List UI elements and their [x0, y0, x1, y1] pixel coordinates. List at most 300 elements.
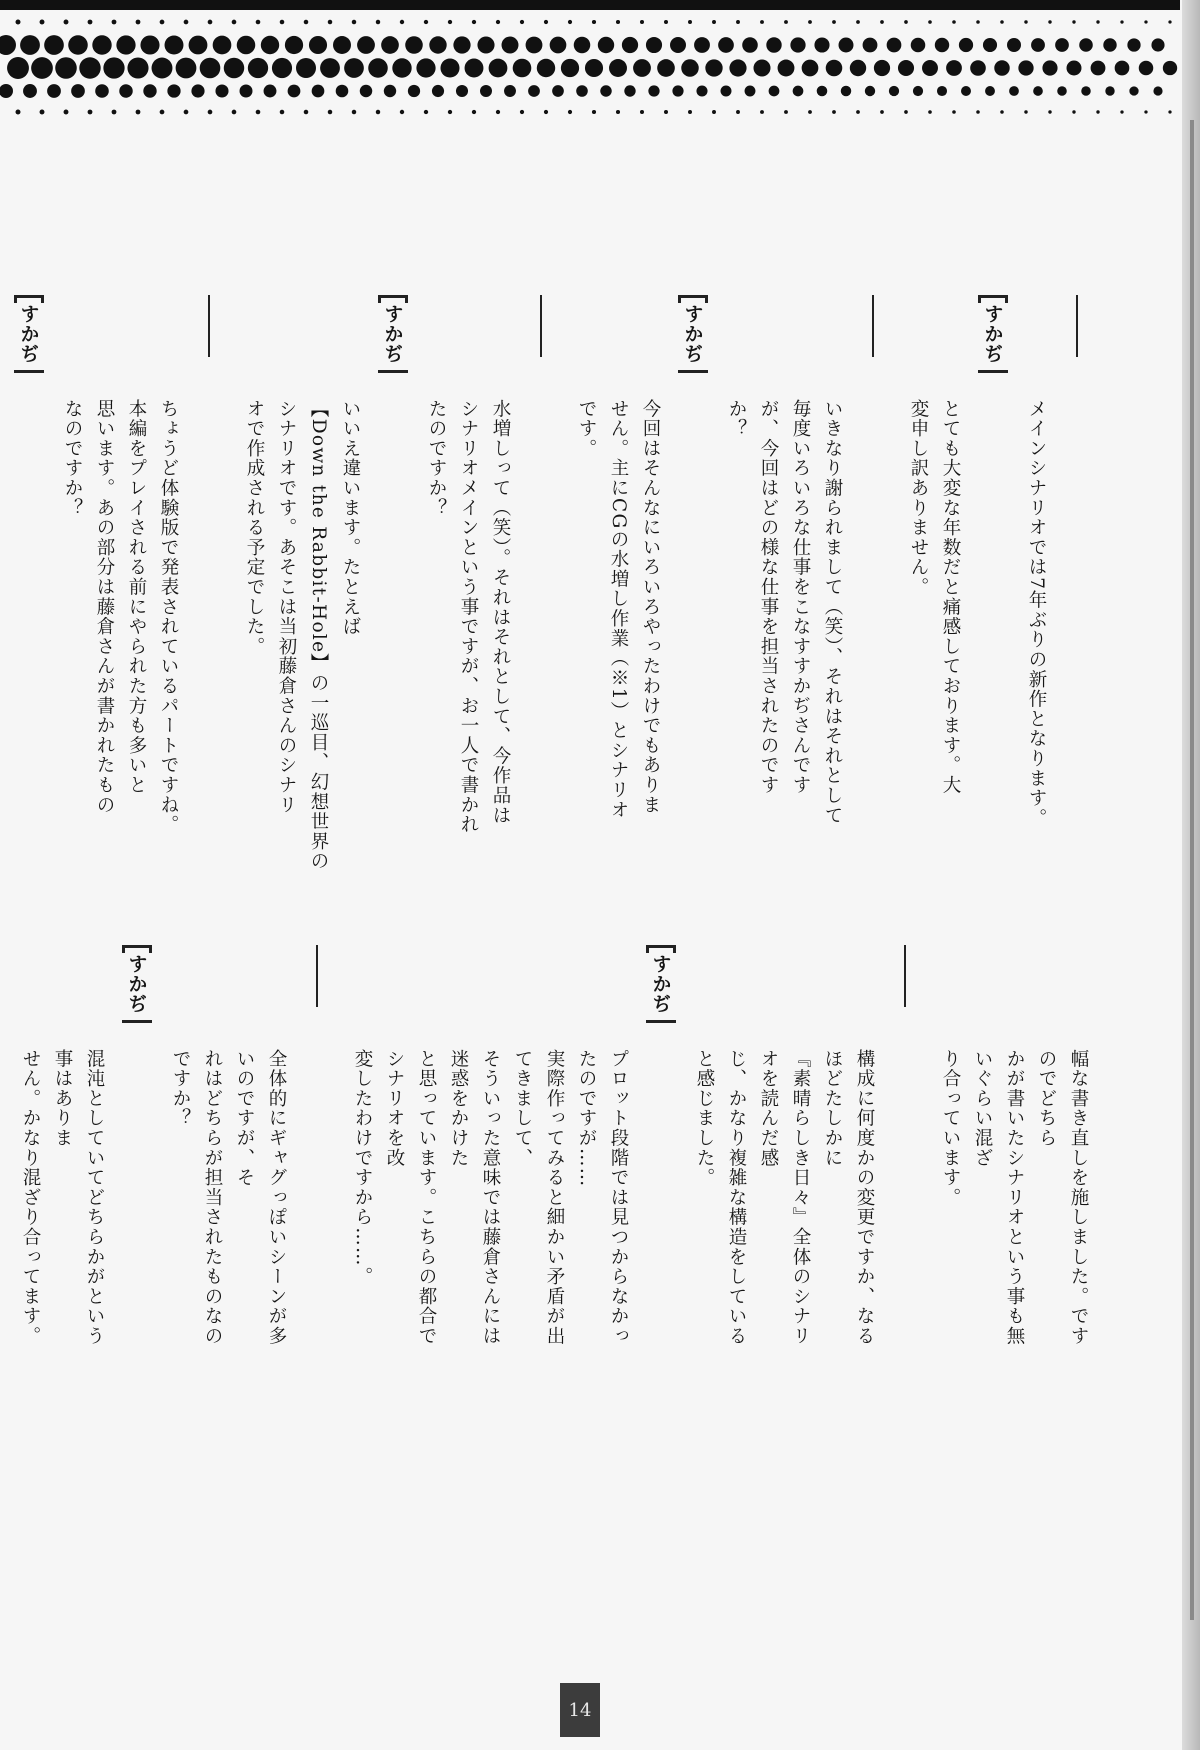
halftone-dot: [802, 60, 819, 77]
halftone-dot: [376, 20, 380, 24]
dash-mark: [316, 945, 318, 1007]
speaker-name: すかぢ: [649, 954, 672, 1014]
halftone-dot: [261, 36, 279, 54]
halftone-dot: [408, 85, 420, 97]
halftone-dot: [68, 35, 88, 55]
halftone-dot: [1033, 86, 1043, 96]
halftone-dot: [1096, 20, 1099, 23]
halftone-dot: [44, 35, 64, 55]
halftone-dot: [904, 110, 908, 114]
halftone-dot: [1151, 38, 1164, 51]
dialogue-block: [50, 295, 232, 905]
upper-tier: [17, 295, 1100, 905]
halftone-dot: [453, 36, 470, 53]
halftone-dot: [646, 37, 662, 53]
halftone-dot: [544, 110, 548, 114]
text-line: 本編をプレイされる前にやられた方も多いと: [126, 399, 147, 795]
halftone-dot: [745, 86, 756, 97]
text-line: 『素晴らしき日々』全体のシナリオを読んだ感: [758, 1049, 811, 1346]
speaker-tag: [14, 295, 44, 905]
halftone-dot: [1018, 60, 1033, 75]
halftone-dot: [640, 20, 644, 24]
halftone-dot: [496, 20, 500, 24]
halftone-dot: [304, 20, 309, 25]
text-line: とても大変な年数だと痛感しております。大: [940, 399, 961, 795]
halftone-dot: [648, 85, 659, 96]
halftone-dot: [160, 20, 165, 25]
halftone-dot: [937, 86, 947, 96]
halftone-dot: [712, 20, 716, 24]
speaker-tag: [978, 295, 1008, 905]
halftone-dot: [472, 20, 476, 24]
halftone-dot: [1103, 38, 1116, 51]
text-line: 構成に何度かの変更ですか、なるほどたしかに: [822, 1049, 875, 1346]
halftone-dot: [760, 20, 764, 24]
dialogue-text: [346, 945, 634, 1365]
halftone-dot: [160, 110, 165, 115]
halftone-dot: [970, 60, 986, 76]
halftone-dot: [952, 20, 956, 24]
halftone-dot: [165, 36, 184, 55]
halftone-dot: [814, 37, 829, 52]
text-line: 思います。あの部分は藤倉さんが書かれたもの: [94, 399, 115, 815]
halftone-dot: [1057, 86, 1067, 96]
halftone-dot: [448, 20, 452, 24]
text-line: せん。かなり混ざり合ってます。: [20, 1049, 41, 1346]
halftone-dot: [280, 110, 285, 115]
halftone-dot: [119, 84, 132, 97]
halftone-dot: [55, 57, 77, 79]
halftone-dot: [946, 60, 962, 76]
halftone-dot: [928, 110, 932, 114]
halftone-dot: [264, 85, 277, 98]
halftone-dot: [880, 20, 884, 24]
interviewer-dash: [196, 295, 226, 905]
halftone-dot: [64, 110, 69, 115]
speaker-tag: [122, 945, 152, 1365]
text-line: メインシナリオでは7年ぶりの新作となります。: [1026, 399, 1047, 828]
text-line: と思っています。こちらの都合でシナリオを改: [384, 1049, 437, 1346]
dash-mark: [208, 295, 210, 357]
halftone-dot: [1079, 38, 1093, 52]
halftone-dot: [176, 58, 197, 79]
text-line: 今回はそんなにいろいろやったわけでもありま: [640, 399, 661, 815]
halftone-dot: [1168, 20, 1171, 23]
text-line: 【Down the Rabbit-Hole】の一巡目、幻想世界の: [308, 399, 329, 872]
speaker-bracket: [646, 945, 676, 1023]
halftone-dot: [1000, 20, 1004, 24]
halftone-dot: [863, 38, 878, 53]
halftone-dot: [670, 37, 686, 53]
halftone-dot: [922, 60, 938, 76]
halftone-dot: [381, 36, 399, 54]
dialogue-text: [238, 295, 366, 905]
halftone-dot: [1105, 86, 1114, 95]
halftone-dot: [887, 38, 902, 53]
halftone-dot: [1127, 38, 1140, 51]
halftone-dot: [672, 85, 683, 96]
halftone-dot: [213, 36, 232, 55]
halftone-dot: [296, 58, 316, 78]
speaker-name: すかぢ: [17, 304, 40, 364]
halftone-dot: [112, 20, 117, 25]
halftone-dot: [1163, 61, 1177, 75]
speaker-name: すかぢ: [125, 954, 148, 1014]
text-line: シナリオメインという事ですが、お一人で書かれ: [458, 399, 479, 835]
halftone-dot: [384, 85, 396, 97]
halftone-dot: [874, 60, 890, 76]
halftone-dot: [116, 35, 135, 54]
halftone-dot: [224, 58, 244, 78]
halftone-dot: [742, 37, 758, 53]
halftone-dot: [769, 86, 780, 97]
text-line: [0, 399, 2, 905]
halftone-dot: [513, 59, 532, 78]
halftone-dot: [1007, 38, 1021, 52]
halftone-dot: [47, 84, 61, 98]
halftone-dot: [88, 20, 93, 25]
dash-mark: [1076, 295, 1078, 357]
halftone-dot: [496, 110, 500, 114]
halftone-dot: [778, 60, 795, 77]
speaker-name: すかぢ: [681, 304, 704, 364]
halftone-dot: [790, 37, 805, 52]
halftone-dot: [1168, 110, 1171, 113]
halftone-dot: [1009, 86, 1019, 96]
halftone-dot: [88, 110, 93, 115]
dialogue-text: [570, 295, 666, 905]
halftone-dot-header: [0, 0, 1180, 125]
halftone-dot: [766, 37, 781, 52]
halftone-dot: [288, 85, 301, 98]
halftone-dot: [1055, 38, 1069, 52]
halftone-dot: [568, 110, 572, 114]
halftone-dot: [184, 20, 189, 25]
dialogue-block: [928, 945, 1100, 1365]
halftone-dot: [405, 36, 423, 54]
halftone-dot: [952, 110, 956, 114]
text-line: 水増しって（笑）。それはそれとして、今作品は: [490, 399, 511, 826]
interviewer-dash: [304, 945, 334, 1365]
halftone-dot: [856, 110, 860, 114]
halftone-dot: [616, 110, 620, 114]
halftone-dot: [92, 35, 111, 54]
speaker-bracket: [122, 945, 152, 1023]
halftone-dot: [976, 110, 980, 114]
halftone-dot: [489, 59, 508, 78]
halftone-dot: [959, 38, 973, 52]
dialogue-block: [8, 945, 158, 1365]
halftone-dot: [328, 110, 333, 115]
halftone-dot: [550, 37, 567, 54]
halftone-dot: [312, 85, 325, 98]
halftone-dot: [472, 110, 476, 114]
halftone-dot: [1081, 86, 1091, 96]
text-line: ちょうど体験版で発表されているパートですね。: [158, 399, 179, 835]
halftone-dot: [400, 110, 404, 114]
halftone-dot: [832, 20, 836, 24]
halftone-dot: [985, 86, 995, 96]
halftone-dot: [705, 59, 722, 76]
text-line: シナリオです。あそこは当初藤倉さんのシナリ: [276, 399, 297, 815]
halftone-dot: [360, 85, 372, 97]
dialogue-block: [564, 295, 714, 905]
halftone-dot: [889, 86, 899, 96]
halftone-dot: [215, 84, 228, 97]
dialogue-text: [902, 295, 966, 905]
halftone-dot: [624, 85, 635, 96]
text-line: なのですか？: [62, 399, 83, 518]
text-line: 混沌としていてどちらかがという事はありま: [52, 1049, 105, 1346]
halftone-dot: [237, 36, 256, 55]
speaker-name: すかぢ: [981, 304, 1004, 364]
dialogue-block: [896, 295, 1014, 905]
text-line: オで作成される予定でした。: [244, 399, 265, 657]
halftone-dot: [95, 84, 109, 98]
halftone-dot: [357, 36, 375, 54]
halftone-dot: [16, 20, 21, 25]
halftone-dot: [1120, 110, 1123, 113]
dash-mark: [872, 295, 874, 357]
halftone-dot: [609, 59, 627, 77]
halftone-dot: [232, 20, 237, 25]
halftone-dot: [537, 59, 555, 77]
halftone-dot: [184, 110, 189, 115]
halftone-dot: [760, 110, 764, 114]
halftone-dot: [961, 86, 971, 96]
text-line: そういった意味では藤倉さんには迷惑をかけた: [448, 1049, 501, 1346]
halftone-dot: [600, 85, 611, 96]
halftone-dot: [477, 36, 494, 53]
dialogue-text: [934, 945, 1094, 1365]
halftone-dot: [424, 110, 428, 114]
halftone-dot: [1000, 110, 1004, 114]
dash-mark: [904, 945, 906, 1007]
halftone-dot: [1144, 110, 1147, 113]
halftone-dot: [136, 110, 141, 115]
halftone-dot: [344, 58, 364, 78]
halftone-dot: [448, 110, 452, 114]
lower-tier: [20, 945, 1100, 1365]
halftone-dot: [585, 59, 603, 77]
halftone-dot: [1129, 86, 1138, 95]
halftone-dot: [657, 59, 675, 77]
halftone-dot: [904, 20, 908, 24]
text-line: たのですか？: [426, 399, 447, 518]
halftone-dot: [232, 110, 237, 115]
halftone-dot: [568, 20, 572, 24]
halftone-dot: [574, 37, 591, 54]
halftone-dot: [983, 38, 997, 52]
text-line: 変申し訳ありません。: [908, 399, 929, 597]
speaker-bracket: [678, 295, 708, 373]
halftone-dot: [280, 20, 285, 25]
dialogue-block: [682, 945, 928, 1365]
dialogue-text: [164, 945, 292, 1365]
halftone-dot: [520, 20, 524, 24]
dialogue-block: [1014, 295, 1100, 905]
halftone-dot: [368, 58, 388, 78]
halftone-dot: [64, 20, 69, 25]
page-number: 14: [560, 1683, 600, 1737]
halftone-dot: [520, 110, 524, 114]
speaker-bracket: [378, 295, 408, 373]
halftone-dot: [622, 37, 638, 53]
halftone-dot: [561, 59, 579, 77]
halftone-dot: [718, 37, 734, 53]
halftone-dot: [256, 110, 261, 115]
halftone-dot: [1024, 20, 1027, 23]
halftone-dot: [465, 59, 484, 78]
halftone-dot: [0, 84, 13, 98]
halftone-dot: [336, 85, 349, 98]
halftone-dot: [189, 36, 208, 55]
text-line: いいえ違います。たとえば: [340, 399, 361, 637]
halftone-dot: [664, 20, 668, 24]
halftone-dot: [285, 36, 303, 54]
speaker-tag: [646, 945, 676, 1365]
halftone-dot: [200, 58, 221, 79]
dialogue-block: [714, 295, 896, 905]
halftone-dot: [1048, 20, 1051, 23]
dialogue-text: [0, 295, 2, 905]
halftone-dot: [1072, 110, 1075, 113]
text-line: いきなり謝られまして（笑）、それはそれとして: [822, 399, 843, 826]
halftone-dot: [1096, 110, 1099, 113]
halftone-dot: [793, 86, 804, 97]
halftone-dot: [880, 110, 884, 114]
halftone-dot: [208, 110, 213, 115]
halftone-dot: [721, 86, 732, 97]
dialogue-text: [56, 295, 184, 905]
halftone-dot: [140, 35, 159, 54]
halftone-dot: [592, 20, 596, 24]
halftone-dot: [598, 37, 614, 53]
halftone-dot: [681, 59, 699, 77]
halftone-dot: [424, 20, 428, 24]
halftone-dot: [1042, 60, 1057, 75]
halftone-dot: [136, 20, 141, 25]
halftone-dot: [143, 84, 156, 97]
halftone-dot: [1024, 110, 1027, 113]
dialogue-block: [232, 295, 414, 905]
halftone-dot: [1091, 61, 1106, 76]
dialogue-block: [158, 945, 340, 1365]
halftone-dot: [633, 59, 651, 77]
text-line: れはどちらが担当されたものなのですか？: [170, 1049, 223, 1346]
halftone-dot: [808, 110, 812, 114]
interviewer-dash: [528, 295, 558, 905]
halftone-dot: [640, 110, 644, 114]
halftone-dot: [832, 110, 836, 114]
halftone-dot: [694, 37, 710, 53]
text-line: か？: [726, 399, 747, 439]
halftone-dot: [1115, 61, 1130, 76]
dialogue-block: [0, 945, 8, 1365]
halftone-dot: [309, 36, 327, 54]
dialogue-text: [720, 295, 848, 905]
halftone-dot: [320, 58, 340, 78]
halftone-dot: [898, 60, 914, 76]
dialogue-text: [420, 295, 516, 905]
halftone-dot: [696, 85, 707, 96]
halftone-dot: [528, 85, 540, 97]
halftone-dot: [526, 37, 543, 54]
halftone-dot: [127, 57, 148, 78]
halftone-dot: [808, 20, 812, 24]
halftone-dot: [392, 58, 411, 77]
halftone-dot: [784, 110, 788, 114]
halftone-dot: [616, 20, 620, 24]
halftone-dot: [913, 86, 923, 96]
halftone-dot: [40, 20, 45, 25]
speaker-bracket: [978, 295, 1008, 373]
halftone-dot: [429, 36, 446, 53]
dialogue-text: [1020, 295, 1052, 905]
halftone-dot: [1072, 20, 1075, 23]
speaker-tag: [378, 295, 408, 905]
halftone-dot: [376, 110, 380, 114]
interviewer-dash: [0, 945, 2, 1365]
halftone-dot: [935, 38, 949, 52]
text-line: かが書いたシナリオという事も無いぐらい混ざ: [972, 1049, 1025, 1346]
halftone-dot: [1153, 86, 1162, 95]
spine-bar: [1190, 120, 1194, 1620]
halftone-dot: [16, 110, 21, 115]
halftone-dot: [928, 20, 932, 24]
halftone-dot: [911, 38, 926, 53]
text-line: 毎度いろいろな仕事をこなすすかぢさんです: [790, 399, 811, 795]
dialogue-block: [340, 945, 682, 1365]
text-line: 実際作ってみると細かい矛盾が出てきまして、: [512, 1049, 565, 1346]
halftone-dot: [865, 86, 875, 96]
halftone-dot: [839, 38, 854, 53]
halftone-dot: [31, 57, 53, 79]
dash-mark: [540, 295, 542, 357]
interviewer-dash: [892, 945, 922, 1365]
halftone-dot: [502, 37, 519, 54]
halftone-dot: [784, 20, 788, 24]
text-line: 幅な書き直しを施しました。ですのでどちら: [1036, 1049, 1089, 1346]
halftone-dot: [826, 60, 843, 77]
halftone-dot: [688, 20, 692, 24]
text-line: じ、かなり複雑な構造をしていると感じました。: [694, 1049, 747, 1346]
halftone-dot: [333, 36, 351, 54]
halftone-dot: [71, 84, 85, 98]
halftone-dot: [552, 85, 564, 97]
halftone-dot: [248, 58, 268, 78]
halftone-dot: [0, 35, 16, 55]
book-spine-shadow: [1182, 0, 1200, 1750]
halftone-dot: [167, 84, 180, 97]
halftone-dot: [272, 58, 292, 78]
halftone-dot: [440, 58, 459, 77]
halftone-dot: [1144, 20, 1147, 23]
halftone-dot: [1031, 38, 1045, 52]
text-line: です。: [576, 399, 597, 459]
halftone-dot: [240, 85, 253, 98]
halftone-dot: [20, 35, 40, 55]
text-line: が、今回はどの様な仕事を担当されたのです: [758, 399, 779, 795]
halftone-dot: [400, 20, 404, 24]
speaker-tag: [678, 295, 708, 905]
interviewer-dash: [1064, 295, 1094, 905]
halftone-dot: [352, 110, 356, 114]
dialogue-block: [0, 295, 50, 905]
halftone-dot: [328, 20, 333, 25]
text-line: 全体的にギャグっぽいシーンが多いのですが、そ: [234, 1049, 287, 1346]
halftone-dot: [79, 57, 100, 78]
